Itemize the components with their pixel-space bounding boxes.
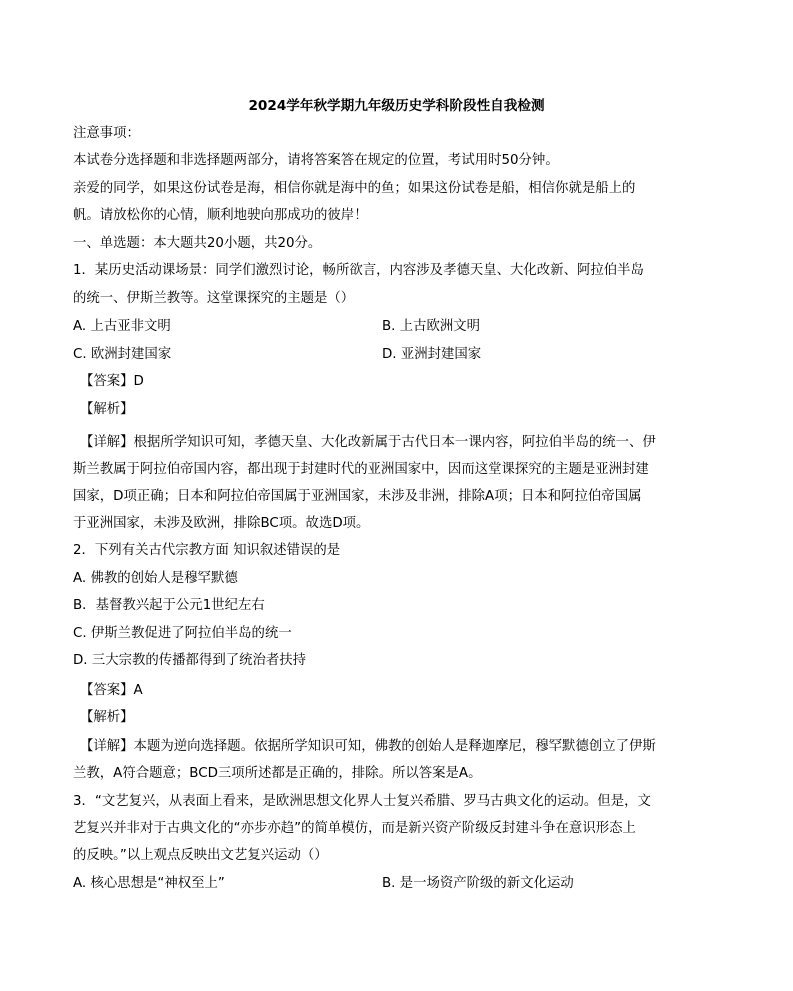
question-3-option-b: B. 是一场资产阶级的新文化运动 — [382, 876, 574, 891]
question-3-stem-line3: 的反映。”以上观点反映出文艺复兴运动（） — [73, 848, 328, 863]
question-2-option-b: B．基督教兴起于公元1世纪左右 — [73, 598, 265, 613]
question-1-stem-line2: 的统一、伊斯兰教等。这堂课探究的主题是（） — [73, 291, 355, 306]
encouragement-text-line1: 亲爱的同学，如果这份试卷是海，相信你就是海中的鱼；如果这份试卷是船，相信你就是船上的 — [73, 181, 636, 196]
question-2-analysis-label: 【解析】 — [80, 710, 134, 725]
question-3-option-a: A. 核心思想是“神权至上” — [73, 876, 225, 891]
question-1-option-b: B. 上古欧洲文明 — [382, 319, 481, 334]
question-1-detail-line4: 于亚洲国家，未涉及欧洲，排除BC项。故选D项。 — [73, 516, 370, 531]
question-2-detail-line1: 【详解】本题为逆向选择题。依据所学知识可知，佛教的创始人是释迦摩尼，穆罕默德创立了伊斯 — [80, 739, 656, 754]
question-1-stem-line1: 1．某历史活动课场景：同学们激烈讨论，畅所欲言，内容涉及孝德天皇、大化改新、阿拉伯半岛 — [73, 263, 644, 278]
document-title: 2024学年秋学期九年级历史学科阶段性自我检测 — [248, 98, 545, 114]
question-1-option-d: D. 亚洲封建国家 — [382, 347, 482, 362]
question-3-stem-line2: 艺复兴并非对于古典文化的“亦步亦趋”的简单模仿，而是新兴资产阶级反封建斗争在意识形态上 — [73, 821, 636, 836]
question-1-option-a: A. 上古亚非文明 — [73, 319, 171, 334]
notice-heading: 注意事项： — [73, 126, 140, 141]
encouragement-text-line2: 帆。请放松你的心情，顺利地驶向那成功的彼岸！ — [73, 208, 368, 223]
question-2-stem: 2．下列有关古代宗教方面 知识叙述错误的是 — [73, 543, 341, 558]
question-1-analysis-label: 【解析】 — [80, 402, 134, 417]
question-2-option-a: A. 佛教的创始人是穆罕默德 — [73, 571, 238, 586]
question-2-option-c: C. 伊斯兰教促进了阿拉伯半岛的统一 — [73, 626, 292, 641]
question-1-detail-line3: 国家，D项正确；日本和阿拉伯帝国属于亚洲国家，未涉及非洲，排除A项；日本和阿拉伯帝国属 — [73, 489, 642, 504]
question-1-option-c: C. 欧洲封建国家 — [73, 347, 172, 362]
question-2-detail-line2: 兰教，A符合题意；BCD三项所述都是正确的，排除。所以答案是A。 — [73, 766, 482, 781]
question-1-detail-line1: 【详解】根据所学知识可知，孝德天皇、大化改新属于古代日本一课内容，阿拉伯半岛的统一、伊 — [80, 435, 656, 450]
question-3-stem-line1: 3．“文艺复兴，从表面上看来，是欧洲思想文化界人士复兴希腊、罗马古典文化的运动。但是，文 — [73, 794, 651, 809]
question-1-detail-line2: 斯兰教属于阿拉伯帝国内容，都出现于封建时代的亚洲国家中，因而这堂课探究的主题是亚洲封建 — [73, 462, 649, 477]
section-heading: 一、单选题：本大题共20小题，共20分。 — [73, 236, 322, 251]
question-2-answer: 【答案】A — [80, 683, 143, 698]
notice-text: 本试卷分选择题和非选择题两部分，请将答案答在规定的位置，考试用时50分钟。 — [73, 153, 559, 168]
question-2-option-d: D. 三大宗教的传播都得到了统治者扶持 — [73, 653, 307, 668]
question-1-answer: 【答案】D — [80, 374, 144, 389]
